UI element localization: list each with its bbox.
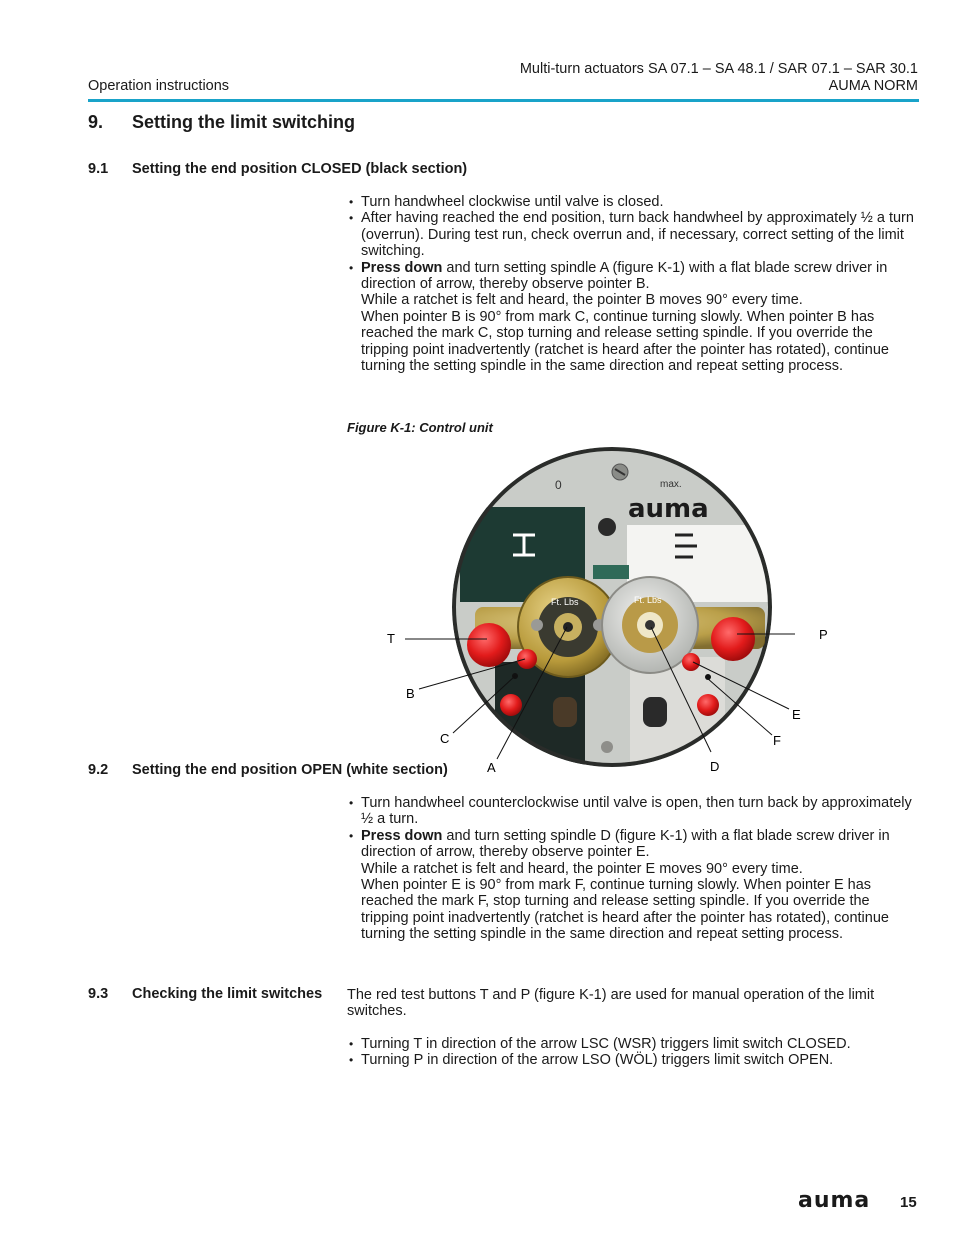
test-button-t	[467, 623, 511, 667]
callout-b: B	[406, 686, 415, 701]
bullet-continuation: When pointer B is 90° from mark C, continue turning slowly. When pointer B has reached the mark C, stop turning and release setting spindle. If you override the tripping point inadvertently (ratchet is heard after the pointer has rotated), continue turning the setting spindle in the same direction and repeat setting process.	[361, 308, 889, 375]
center-indicator-icon	[598, 518, 616, 536]
callout-t: T	[387, 631, 395, 646]
lower-left-window	[553, 697, 577, 727]
bullet-continuation: While a ratchet is felt and heard, the pointer E moves 90° every time.	[361, 860, 803, 877]
pointer-b-marker	[517, 649, 537, 669]
pointer-e-marker	[682, 653, 700, 671]
chapter-title: Setting the limit switching	[132, 112, 356, 132]
lower-right-red-marker	[697, 694, 719, 716]
section-9-3-heading	[88, 986, 322, 1002]
callout-d: D	[710, 759, 720, 774]
bullet-text: Turn handwheel clockwise until valve is closed.	[361, 194, 664, 210]
list-item	[347, 1036, 919, 1052]
section-9-2-heading	[88, 762, 448, 778]
lower-left-red-marker	[500, 694, 522, 716]
section-title: Setting the end position OPEN (white section)	[132, 762, 448, 778]
figure-caption: Figure K-1: Control unit	[347, 420, 493, 435]
dial-max-label: max.	[660, 479, 682, 490]
callout-p: P	[819, 627, 828, 642]
page-number: 15	[900, 1194, 917, 1211]
bullet-text: Turning T in direction of the arrow LSC (WSR) triggers limit switch CLOSED.	[361, 1035, 851, 1052]
callout-c: C	[440, 731, 450, 746]
callout-f: F	[773, 733, 781, 748]
list-item	[347, 795, 919, 828]
right-disc-label: Ft. Lbs	[634, 595, 662, 605]
dial-zero-label: 0	[555, 478, 562, 492]
list-item	[347, 194, 919, 210]
section-title: Setting the end position CLOSED (black section)	[132, 161, 468, 177]
header-product-info	[520, 61, 918, 95]
header-divider	[88, 99, 919, 102]
chapter-number: 9.	[88, 112, 104, 132]
bullet-continuation: While a ratchet is felt and heard, the pointer B moves 90° every time.	[361, 292, 803, 309]
section-title: Checking the limit switches	[132, 986, 323, 1002]
left-disc-label: Ft. Lbs	[551, 597, 579, 607]
section-number: 9.1	[88, 161, 109, 177]
lower-right-window	[643, 697, 667, 727]
header-section-label: Operation instructions	[88, 78, 230, 94]
dial-brand-logo: auma	[628, 494, 709, 524]
list-item	[347, 1052, 919, 1068]
section-number: 9.3	[88, 986, 109, 1002]
callout-a: A	[487, 760, 496, 775]
bottom-screw-icon	[601, 741, 613, 753]
list-item	[347, 260, 919, 375]
control-unit-figure	[375, 447, 835, 777]
section-9-3-body	[347, 987, 919, 1069]
bullet-text: and turn setting spindle A (figure K-1) with a flat blade screw driver in direction of arrow, thereby observe pointer B.	[361, 259, 888, 293]
bullet-text: Turning P in direction of the arrow LSO (WÖL) triggers limit switch OPEN.	[361, 1052, 834, 1069]
list-item	[347, 828, 919, 943]
callout-e: E	[792, 707, 801, 722]
section-9-1-heading	[88, 161, 467, 177]
bold-phrase: Press down	[361, 259, 443, 276]
section-intro: The red test buttons T and P (figure K-1) are used for manual operation of the limit switches.	[347, 987, 875, 1020]
section-number: 9.2	[88, 762, 109, 778]
bullet-text: Turn handwheel counterclockwise until valve is open, then turn back by approximately ½ a turn.	[361, 795, 912, 828]
header-brand-line: AUMA NORM	[828, 78, 918, 94]
bullet-text: After having reached the end position, turn back handwheel by approximately ½ a turn (overrun). During test run, check overrun and, if necessary, correct setting of the limit switching.	[361, 210, 914, 260]
bullet-text: and turn setting spindle D (figure K-1) with a flat blade screw driver in direction of arrow, thereby observe pointer E.	[361, 827, 890, 861]
chapter-heading	[88, 112, 355, 133]
list-item	[347, 210, 919, 259]
section-9-2-body	[347, 795, 919, 943]
header-product-line: Multi-turn actuators SA 07.1 – SA 48.1 / SAR 07.1 – SAR 30.1	[519, 61, 918, 77]
section-9-1-body	[347, 194, 919, 374]
footer-brand-logo: auma	[798, 1188, 871, 1213]
test-button-p	[711, 617, 755, 661]
bullet-continuation: When pointer E is 90° from mark F, continue turning slowly. When pointer E has reached the mark F, stop turning and release setting spindle. If you override the tripping point inadvertently (ratchet is heard after the pointer has rotated), continue turning the setting spindle in the same direction and repeat setting process.	[361, 877, 889, 943]
bold-phrase: Press down	[361, 827, 443, 844]
